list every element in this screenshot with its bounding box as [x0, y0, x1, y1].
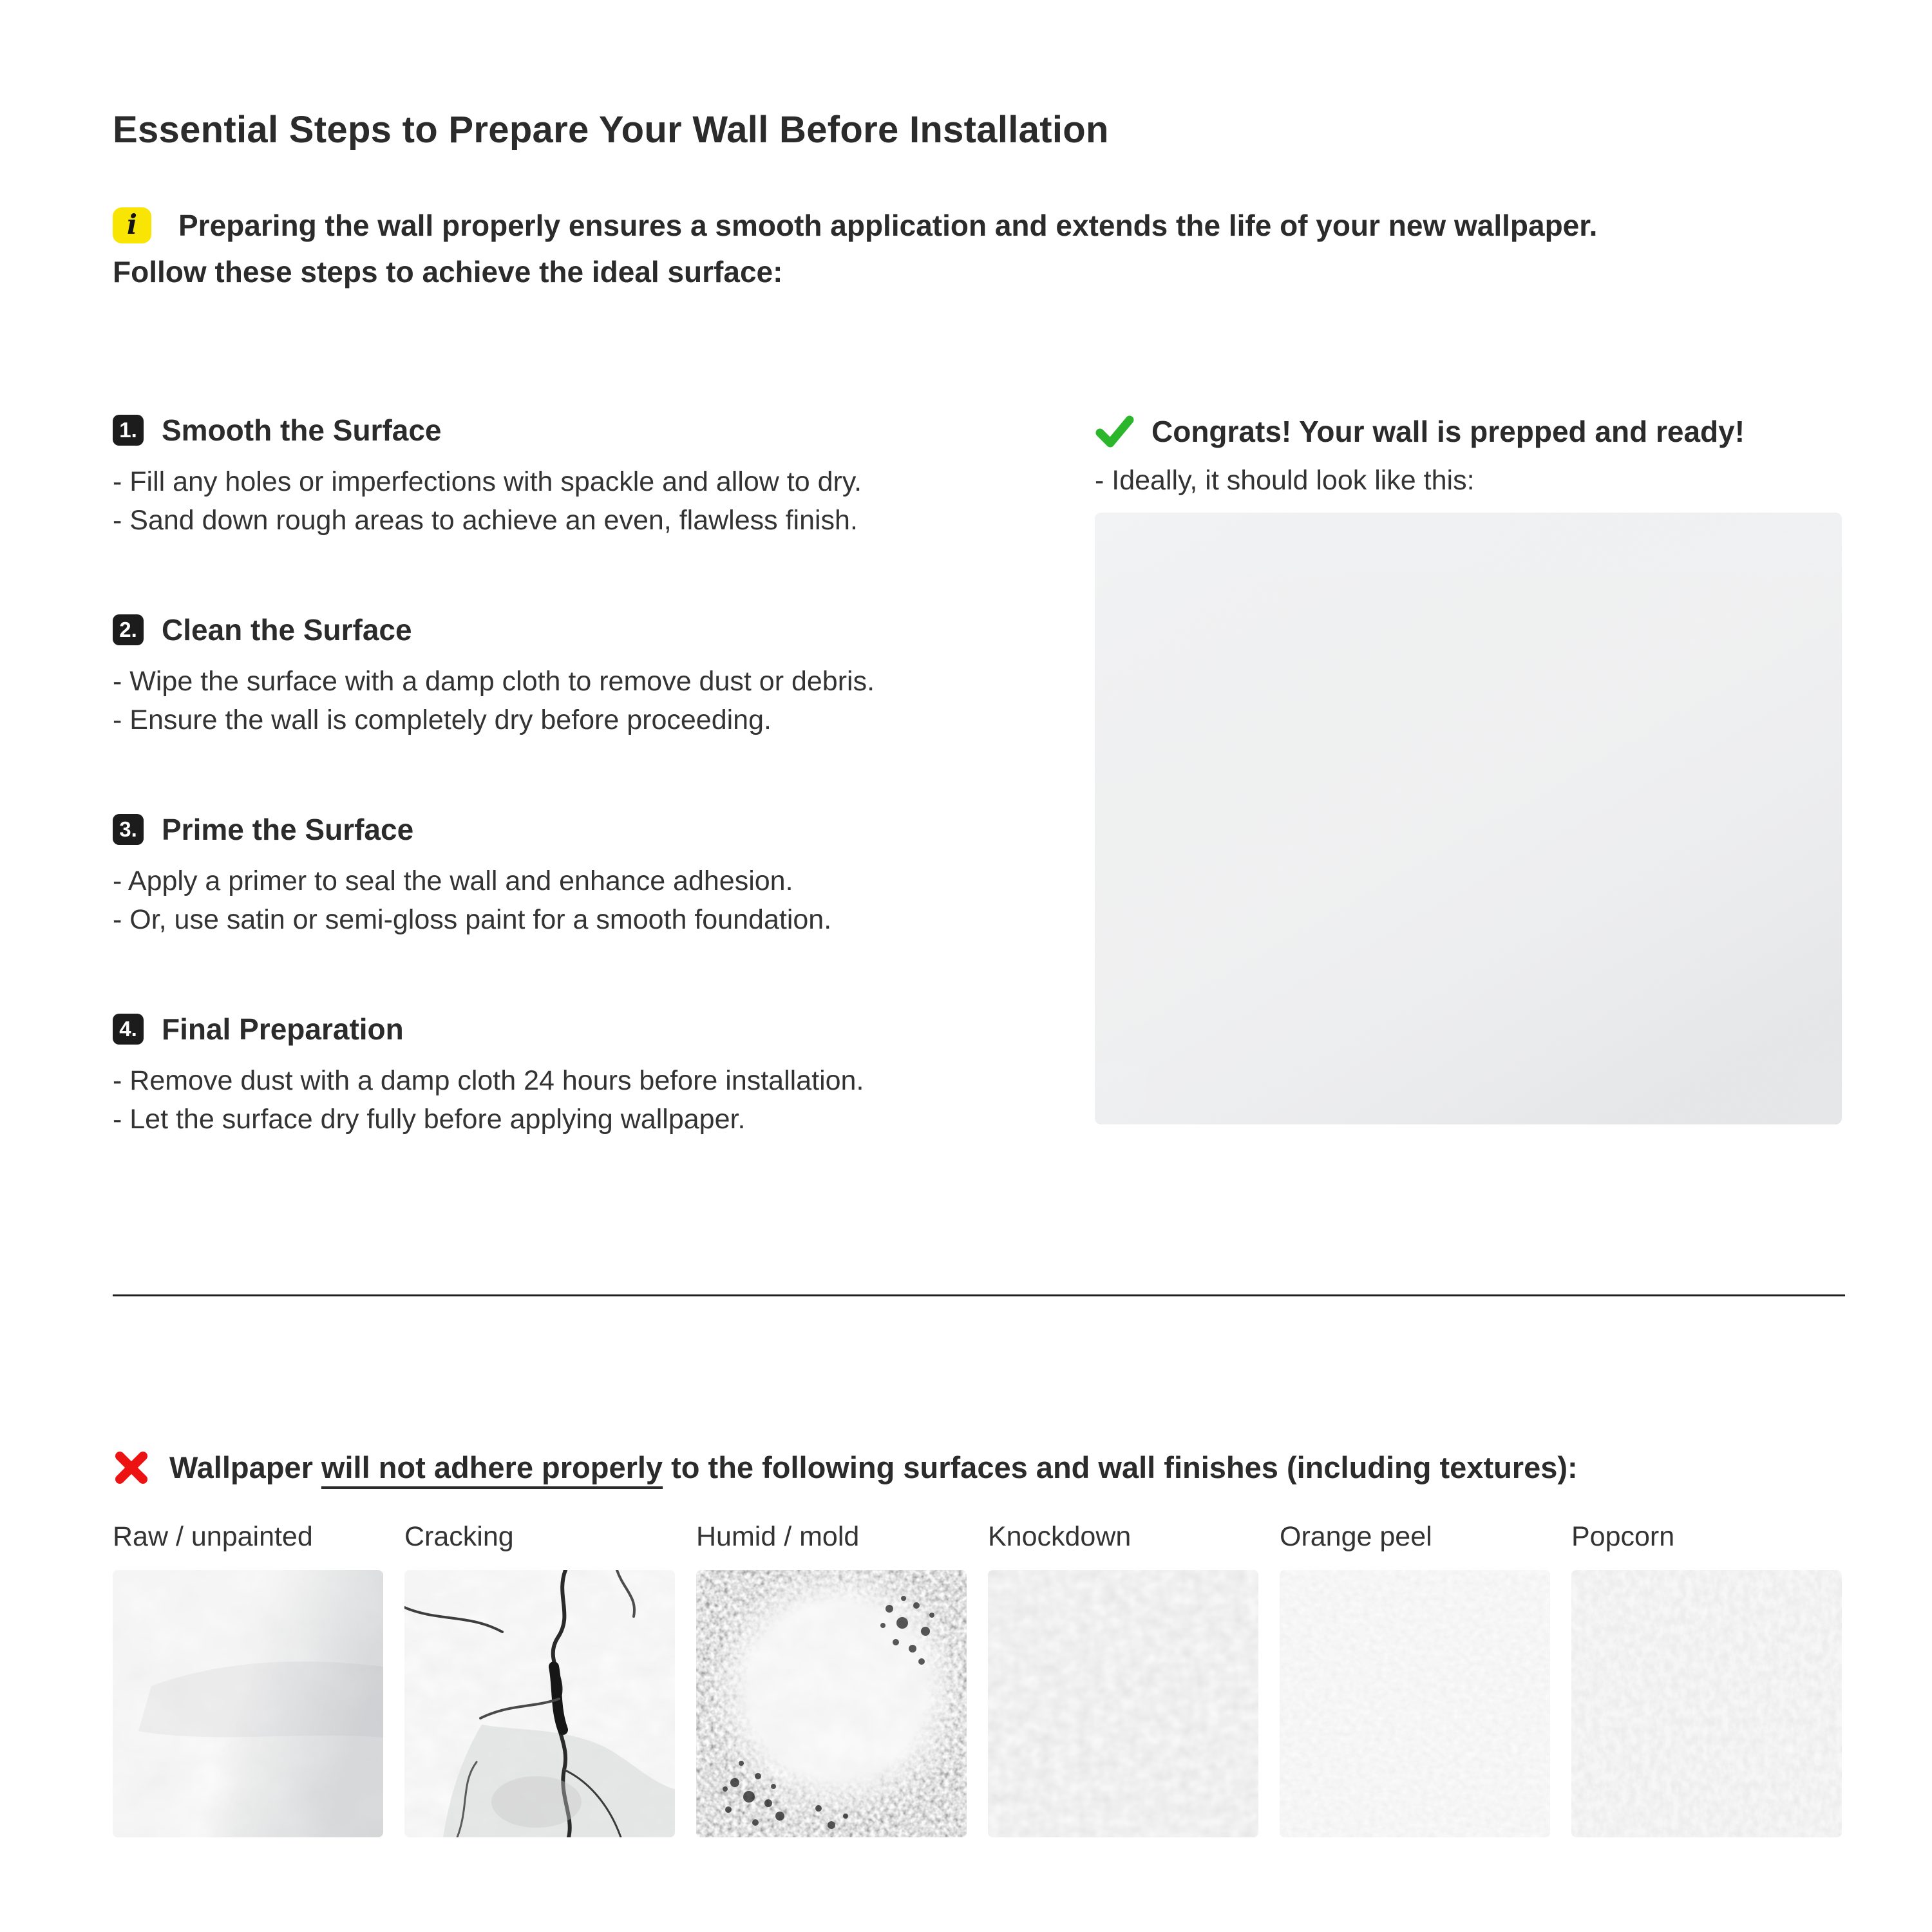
step-2-header — [113, 612, 1027, 648]
step-2-bullet-1: - Wipe the surface with a damp cloth to remove dust or debris. — [113, 666, 875, 697]
warning-header — [113, 1448, 1852, 1488]
step-3-number-badge: 3. — [113, 814, 144, 845]
step-1-bullet-2: - Sand down rough areas to achieve an even, flawless finish. — [113, 505, 858, 536]
warning-section — [113, 1448, 1852, 1837]
texture-humid-mold — [696, 1520, 967, 1837]
success-subtitle: - Ideally, it should look like this: — [1095, 465, 1475, 496]
success-panel — [1095, 412, 1846, 1124]
step-2-bullet-2: - Ensure the wall is completely dry before proceeding. — [113, 705, 772, 735]
step-3-bullet-2: - Or, use satin or semi-gloss paint for a smooth foundation. — [113, 904, 832, 935]
info-icon-glyph: i — [127, 209, 137, 240]
prepped-wall-image — [1095, 513, 1842, 1124]
texture-raw-unpainted — [113, 1520, 383, 1837]
texture-label-knockdown: Knockdown — [988, 1521, 1132, 1552]
intro-text-line-2: Follow these steps to achieve the ideal surface: — [113, 255, 783, 289]
step-2-title: Clean the Surface — [162, 613, 412, 647]
step-4-bullet-2: - Let the surface dry fully before applying wallpaper. — [113, 1104, 746, 1135]
humid-mold-image — [696, 1570, 967, 1837]
step-2-number-badge: 2. — [113, 614, 144, 645]
step-4-header — [113, 1011, 1027, 1047]
texture-grid — [113, 1520, 1852, 1837]
step-1-header — [113, 412, 1027, 448]
step-1-number-badge: 1. — [113, 415, 144, 446]
step-4 — [113, 1011, 1027, 1139]
page-title: Essential Steps to Prepare Your Wall Before Installation — [113, 109, 1109, 151]
texture-label-cracking: Cracking — [404, 1521, 514, 1552]
x-icon — [113, 1449, 150, 1486]
orange-peel-image — [1280, 1570, 1550, 1837]
step-3-header — [113, 811, 1027, 848]
intro-note — [113, 202, 1877, 295]
success-header — [1095, 412, 1846, 451]
knockdown-image — [988, 1570, 1258, 1837]
texture-knockdown — [988, 1520, 1258, 1837]
texture-orange-peel — [1280, 1520, 1550, 1837]
intro-text-line-1: Preparing the wall properly ensures a smooth application and extends the life of your new wallpaper. — [178, 209, 1598, 242]
step-2 — [113, 612, 1027, 739]
texture-label-orange-peel: Orange peel — [1280, 1521, 1432, 1552]
step-4-bullet-1: - Remove dust with a damp cloth 24 hours before installation. — [113, 1065, 864, 1096]
intro-line-1 — [113, 202, 1877, 249]
steps-list — [113, 412, 1027, 1211]
step-1-bullet-1: - Fill any holes or imperfections with spackle and allow to dry. — [113, 466, 862, 497]
warning-title-suffix: to the following surfaces and wall finishes (including textures): — [663, 1450, 1578, 1484]
warning-title-underlined: will not adhere properly — [321, 1450, 663, 1484]
step-4-title: Final Preparation — [162, 1012, 404, 1046]
step-3 — [113, 811, 1027, 939]
step-4-number-badge: 4. — [113, 1014, 144, 1045]
texture-cracking — [404, 1520, 675, 1837]
texture-popcorn — [1571, 1520, 1842, 1837]
info-icon — [113, 207, 151, 243]
warning-title — [169, 1448, 1578, 1488]
step-1-title: Smooth the Surface — [162, 413, 442, 447]
warning-title-prefix: Wallpaper — [169, 1450, 321, 1484]
section-divider — [113, 1294, 1845, 1296]
step-3-bullet-1: - Apply a primer to seal the wall and enhance adhesion. — [113, 866, 793, 896]
texture-label-raw-unpainted: Raw / unpainted — [113, 1521, 313, 1552]
texture-label-humid-mold: Humid / mold — [696, 1521, 860, 1552]
step-3-title: Prime the Surface — [162, 813, 414, 846]
success-title: Congrats! Your wall is prepped and ready! — [1151, 415, 1745, 448]
check-icon — [1095, 413, 1135, 450]
popcorn-image — [1571, 1570, 1842, 1837]
cracking-image — [404, 1570, 675, 1837]
texture-label-popcorn: Popcorn — [1571, 1521, 1675, 1552]
step-1 — [113, 412, 1027, 540]
raw-unpainted-image — [113, 1570, 383, 1837]
